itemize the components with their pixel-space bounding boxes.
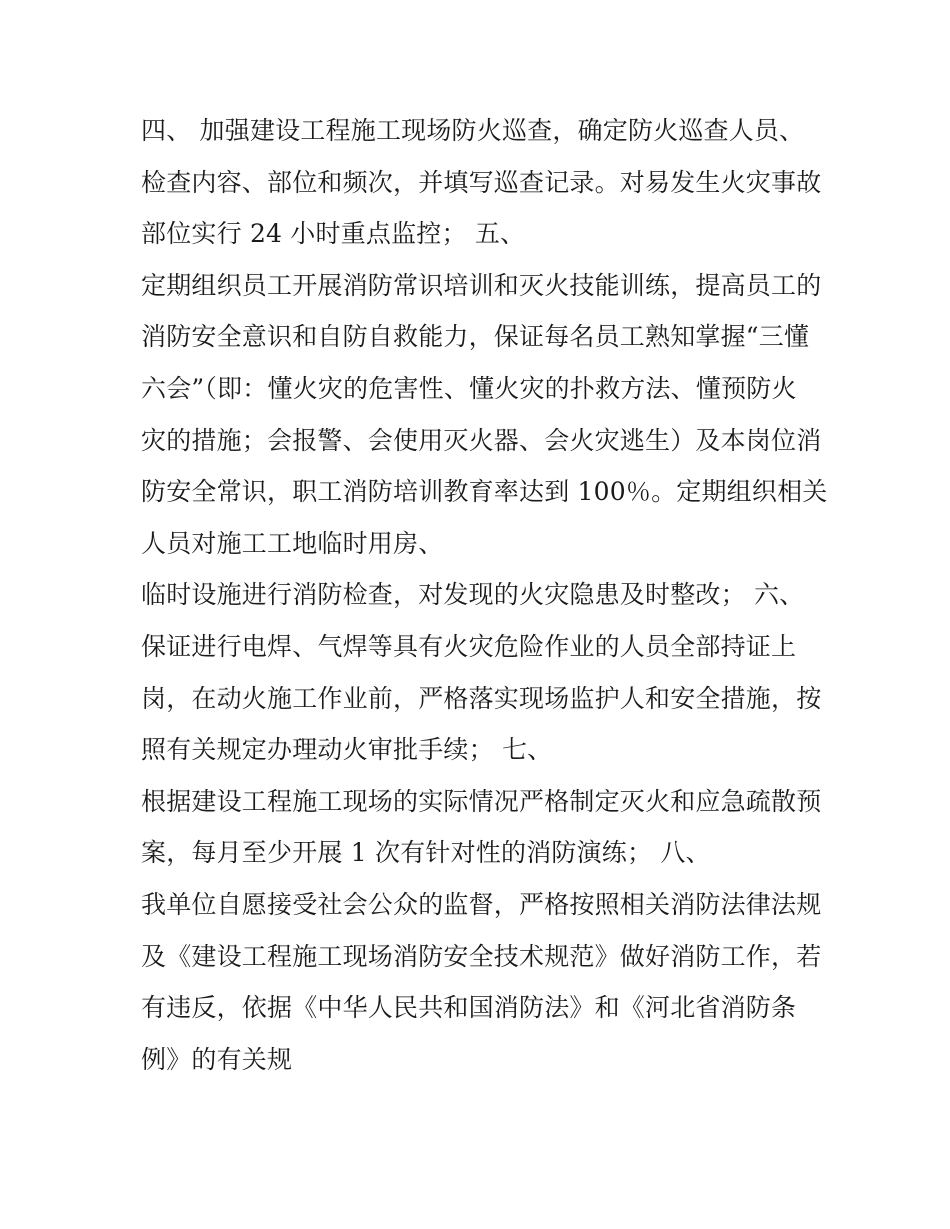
text-line: 四、 加强建设工程施工现场防火巡查，确定防火巡查人员、	[141, 116, 805, 145]
text-line: 防安全常识，职工消防培训教育率达到 100％。定期组织相关	[141, 477, 828, 507]
text-line: 灾的措施；会报警、会使用灭火器、会火灾逃生）及本岗位消	[141, 425, 822, 455]
text-line: 保证进行电焊、气焊等具有火灾危险作业的人员全部持证上	[141, 631, 797, 661]
text-line: 消防安全意识和自防自救能力，保证每名员工熟知掌握“三懂	[141, 322, 810, 352]
text-line: 定期组织员工开展消防常识培训和灭火技能训练，提高员工的	[141, 270, 822, 300]
text-line: 检查内容、部位和频次，并填写巡查记录。对易发生火灾事故	[141, 167, 822, 197]
text-line: 我单位自愿接受社会公众的监督，严格按照相关消防法律法规	[141, 889, 822, 919]
text-line: 案，每月至少开展 1 次有针对性的消防演练； 八、	[141, 838, 711, 868]
text-line: 部位实行 24 小时重点监控； 五、	[141, 219, 526, 249]
text-line: 人员对施工工地临时用房、	[141, 528, 444, 558]
text-line: 六会”（即：懂火灾的危害性、懂火灾的扑救方法、懂预防火	[141, 373, 797, 403]
document-body	[141, 105, 828, 1085]
text-line: 根据建设工程施工现场的实际情况严格制定灭火和应急疏散预	[141, 786, 822, 816]
text-line: 照有关规定办理动火审批手续； 七、	[141, 735, 553, 765]
text-line: 岗，在动火施工作业前，严格落实现场监护人和安全措施，按	[141, 683, 822, 713]
text-line: 例》的有关规	[141, 1044, 293, 1074]
text-line: 及《建设工程施工现场消防安全技术规范》做好消防工作，若	[141, 941, 822, 971]
text-line: 临时设施进行消防检查，对发现的火灾隐患及时整改； 六、	[141, 580, 805, 610]
text-line: 有违反，依据《中华人民共和国消防法》和《河北省消防条	[141, 993, 797, 1023]
